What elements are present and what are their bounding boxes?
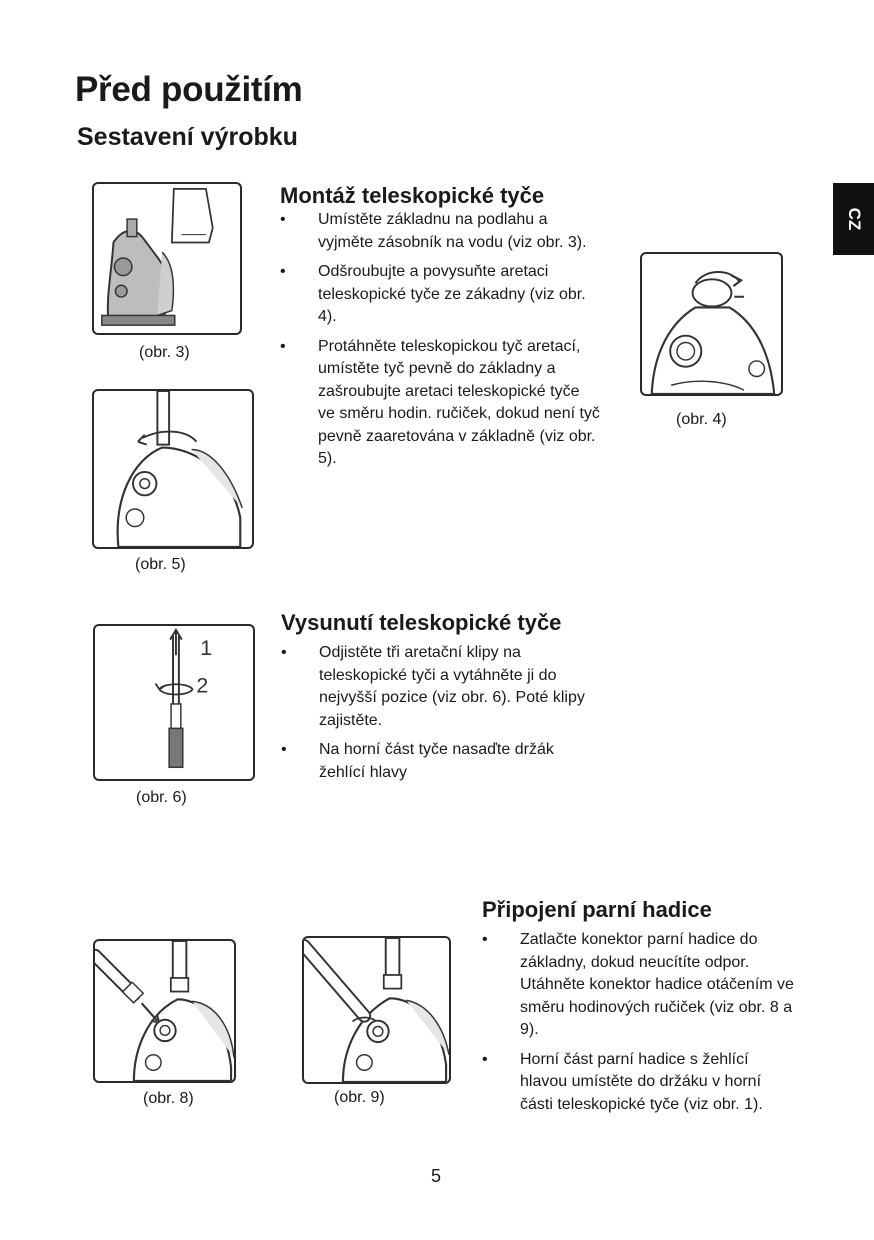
page-subtitle: Sestavení výrobku: [77, 123, 298, 151]
figure-9-illustration: [304, 938, 449, 1082]
figure-6: [93, 624, 255, 781]
vysunuti-bullet-1: [281, 642, 601, 732]
bullet-text: Protáhněte teleskopickou tyč aretací, umístěte tyč pevně do základny a zašroubujte aretaci teleskopické tyče ve směru hodin. ručiček, dokud není tyč pevně zaaretována v základně (viz obr. 5).: [318, 337, 600, 467]
bullet-dot: •: [281, 741, 287, 758]
montaz-bullet-1: [280, 209, 600, 254]
figure-9-caption: (obr. 9): [334, 1089, 385, 1106]
figure-6-step-2: 2: [196, 673, 209, 698]
page-number: 5: [431, 1166, 442, 1186]
pripojeni-bullet-1: [482, 929, 798, 1042]
bullet-text: Na horní část tyče nasaďte držák žehlící hlavy: [319, 741, 554, 781]
figure-5-caption: (obr. 5): [135, 556, 186, 573]
figure-3-caption: (obr. 3): [139, 344, 190, 361]
figure-3: [92, 182, 242, 335]
vysunuti-bullet-2: [281, 739, 601, 784]
figure-8: [93, 939, 236, 1083]
section-heading-pripojeni: Připojení parní hadice: [482, 897, 712, 922]
figure-6-step-1: 1: [200, 636, 213, 661]
figure-5-illustration: [94, 391, 252, 547]
bullet-dot: •: [482, 1050, 488, 1068]
montaz-bullet-list: [280, 209, 600, 478]
figure-6-illustration: [95, 626, 253, 779]
figure-3-illustration: [94, 184, 240, 333]
figure-8-illustration: [95, 941, 234, 1081]
bullet-dot: •: [280, 263, 286, 280]
bullet-text: Horní část parní hadice s žehlící hlavou umístěte do držáku v horní části teleskopické tyče (viz obr. 1).: [520, 1050, 763, 1113]
bullet-dot: •: [280, 337, 286, 355]
language-tab: [833, 183, 874, 255]
bullet-dot: •: [482, 931, 488, 948]
page-title: Před použitím: [75, 70, 303, 109]
section-heading-vysunuti: Vysunutí teleskopické tyče: [281, 610, 562, 635]
pripojeni-bullet-2: [482, 1049, 798, 1117]
figure-4: [640, 252, 783, 396]
bullet-text: Odjistěte tři aretační klipy na teleskopické tyči a vytáhněte ji do nejvyšší pozice (viz obr. 6). Poté klipy zajistěte.: [319, 644, 585, 729]
pripojeni-bullet-list: [482, 929, 798, 1123]
bullet-text: Umístěte základnu na podlahu a vyjměte zásobník na vodu (viz obr. 3).: [318, 211, 587, 251]
figure-6-caption: (obr. 6): [136, 789, 187, 806]
figure-5: [92, 389, 254, 549]
language-tab-label: CZ: [844, 207, 864, 231]
vysunuti-bullet-list: [281, 642, 601, 791]
bullet-text: Odšroubujte a povysuňte aretaci teleskopické tyče ze zákadny (viz obr. 4).: [318, 263, 586, 325]
figure-8-caption: (obr. 8): [143, 1090, 194, 1107]
montaz-bullet-3: [280, 336, 600, 471]
montaz-bullet-2: [280, 261, 600, 329]
bullet-text: Zatlačte konektor parní hadice do základny, dokud neucítíte odpor. Utáhněte konektor hadice otáčením ve směru hodinových ručiček (viz obr. 8 a 9).: [520, 931, 794, 1038]
figure-9: [302, 936, 451, 1084]
figure-4-illustration: [642, 254, 781, 394]
bullet-dot: •: [280, 211, 286, 228]
bullet-dot: •: [281, 644, 287, 661]
section-heading-montaz: Montáž teleskopické tyče: [280, 183, 545, 208]
figure-4-caption: (obr. 4): [676, 411, 727, 428]
